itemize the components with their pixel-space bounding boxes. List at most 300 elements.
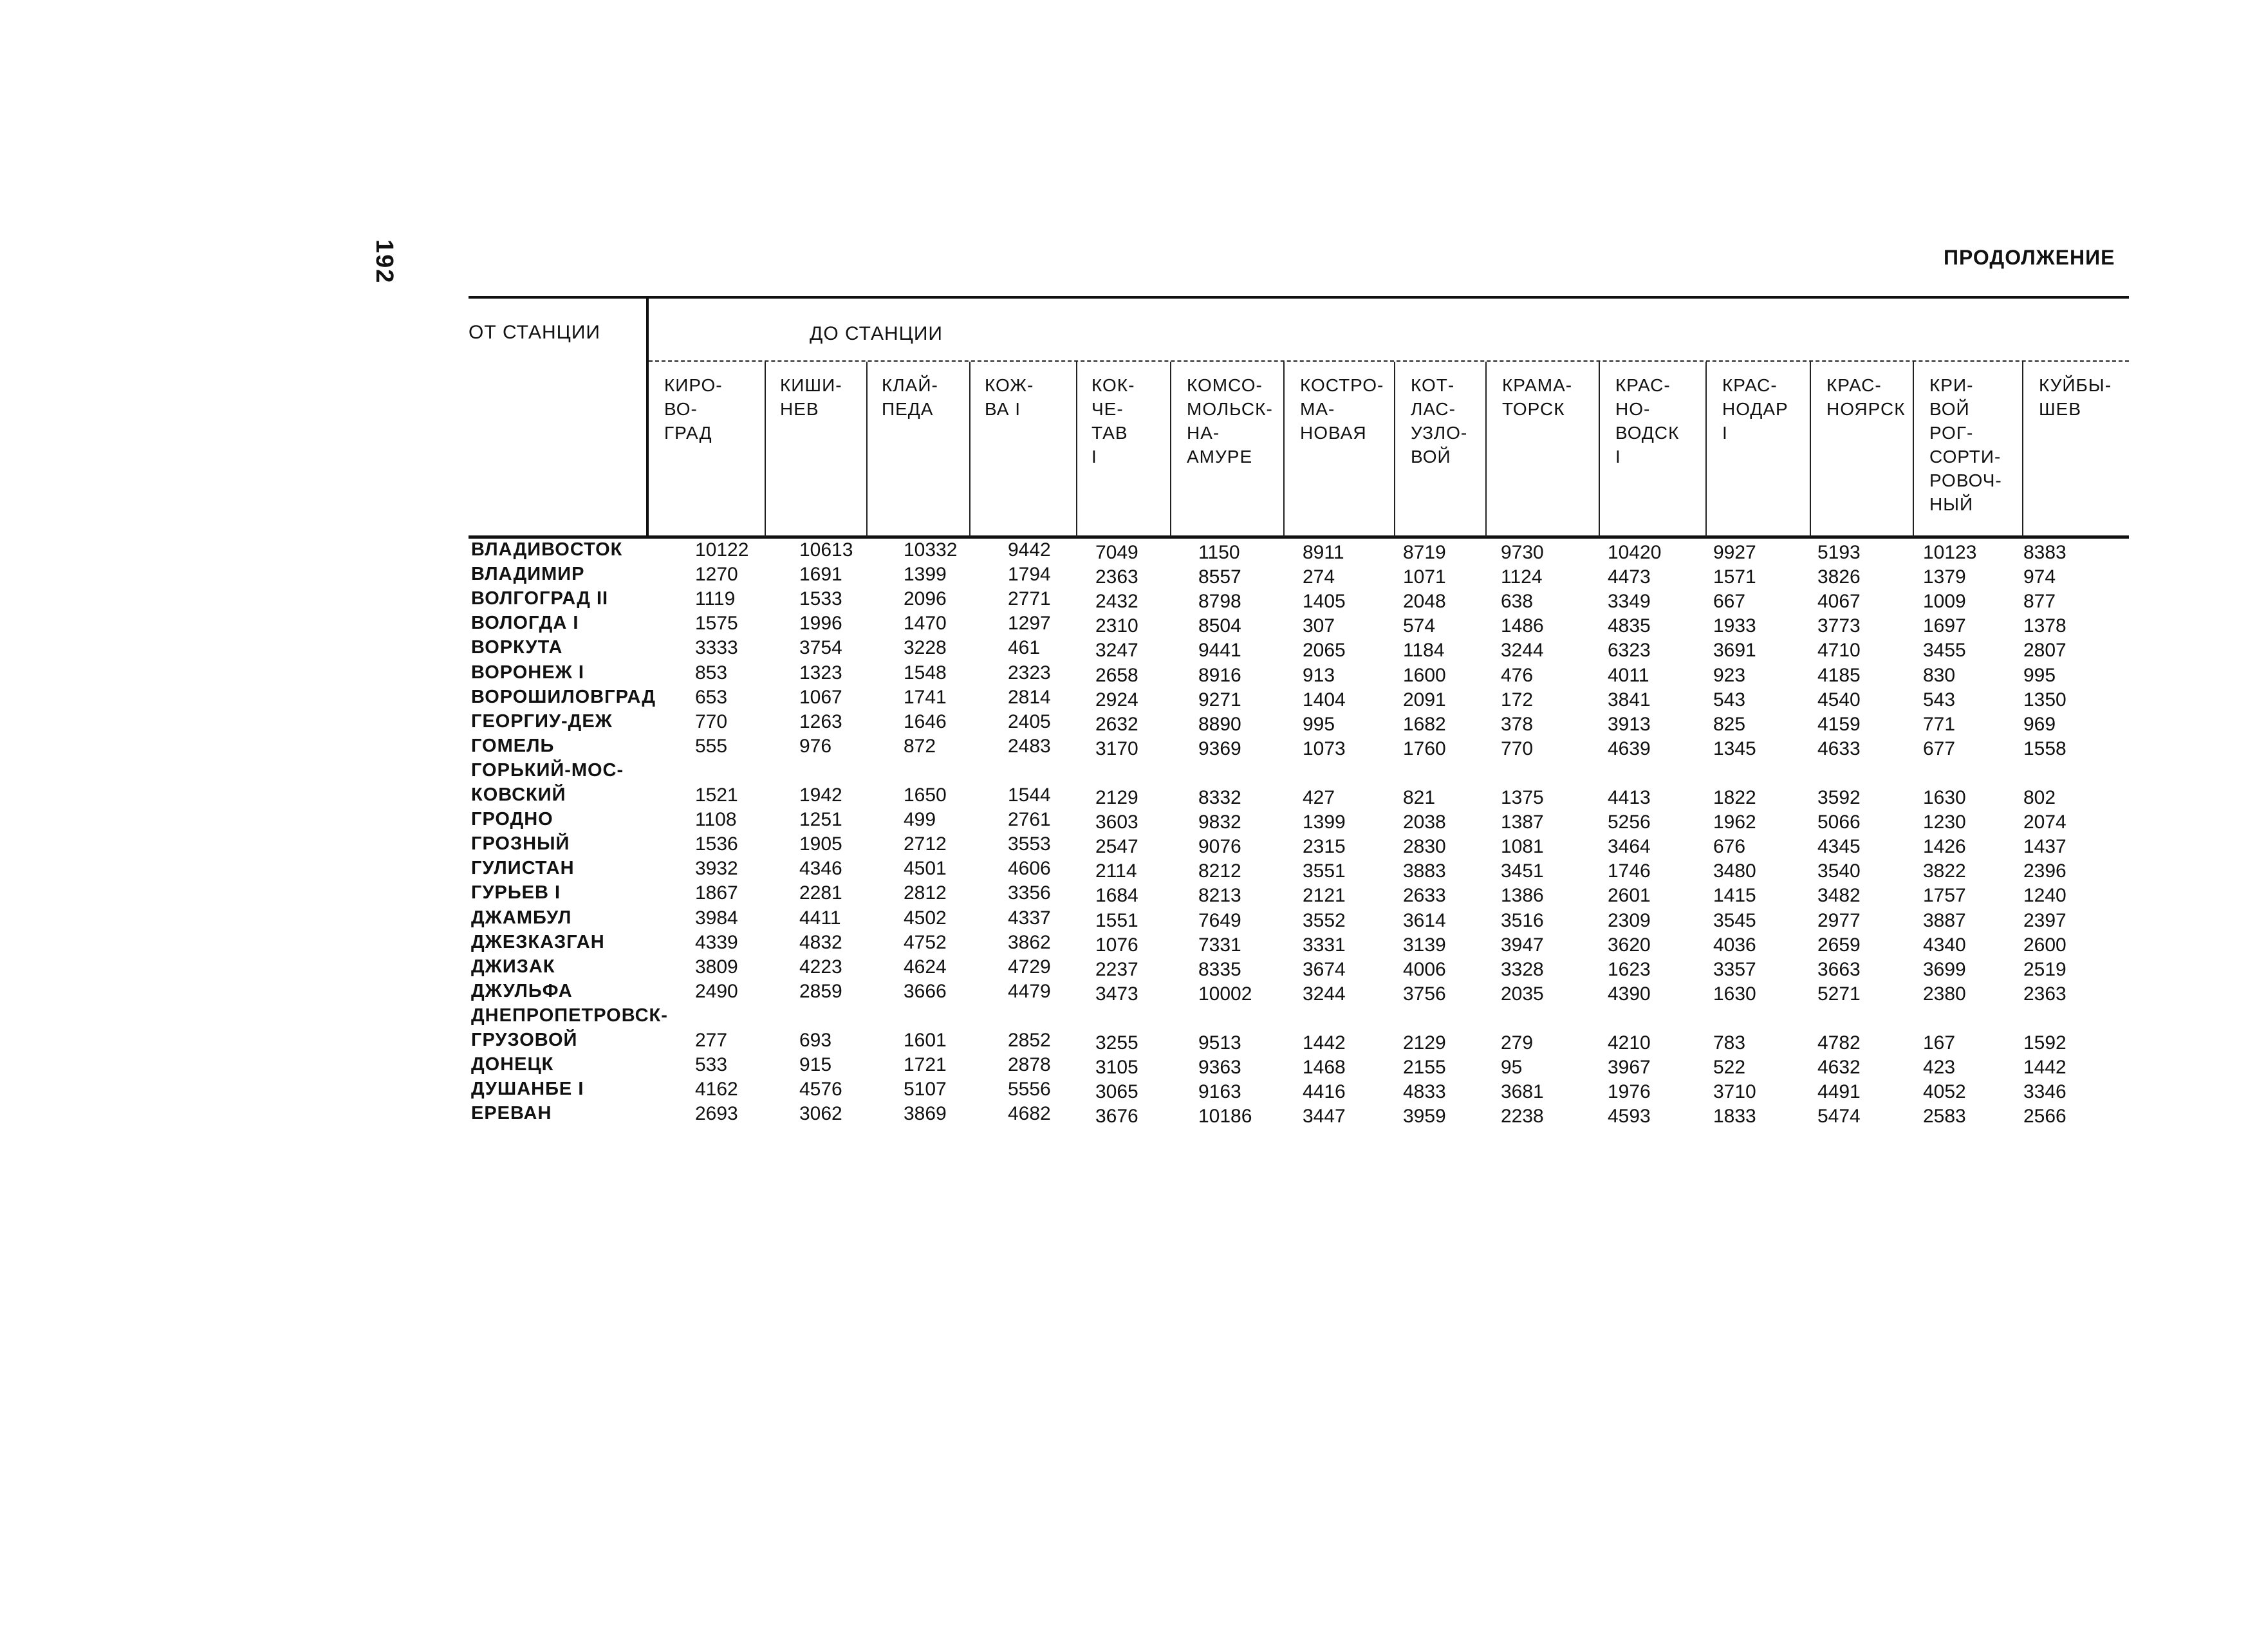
distance-cell: 1415 bbox=[1713, 885, 1756, 907]
column-header: КОТ- ЛАС- УЗЛО- ВОЙ bbox=[1411, 375, 1468, 467]
distance-cell: 2380 bbox=[1923, 983, 1966, 1005]
distance-cell: 2924 bbox=[1095, 689, 1138, 710]
distance-cell: 3869 bbox=[904, 1103, 947, 1125]
distance-cell: 9441 bbox=[1198, 640, 1241, 662]
distance-cell: 307 bbox=[1303, 615, 1335, 637]
distance-cell: 995 bbox=[2023, 664, 2056, 686]
distance-cell: 1684 bbox=[1095, 885, 1138, 907]
distance-cell: 4593 bbox=[1608, 1106, 1651, 1128]
distance-cell: 4006 bbox=[1403, 958, 1446, 980]
distance-cell: 3464 bbox=[1608, 836, 1651, 858]
distance-cell: 3967 bbox=[1608, 1057, 1651, 1079]
distance-cell: 1691 bbox=[799, 564, 842, 586]
distance-cell: 10122 bbox=[695, 539, 749, 561]
distance-cell: 4411 bbox=[799, 907, 841, 929]
distance-cell: 3984 bbox=[695, 907, 738, 929]
distance-cell: 10002 bbox=[1198, 983, 1252, 1005]
row-station-name: ДЖУЛЬФА bbox=[471, 980, 573, 1001]
row-station-name: ГРОЗНЫЙ bbox=[471, 833, 570, 855]
distance-cell: 9271 bbox=[1198, 689, 1241, 710]
row-station-name: ДЖЕЗКАЗГАН bbox=[471, 931, 605, 952]
distance-cell: 1533 bbox=[799, 588, 842, 610]
distance-cell: 3841 bbox=[1608, 689, 1651, 710]
distance-cell: 1270 bbox=[695, 564, 738, 586]
distance-cell: 1741 bbox=[904, 686, 947, 708]
distance-cell: 923 bbox=[1713, 664, 1746, 686]
distance-cell: 1544 bbox=[1008, 784, 1051, 806]
distance-cell: 533 bbox=[695, 1054, 728, 1076]
row-station-name: ВЛАДИВОСТОК bbox=[471, 539, 623, 560]
distance-cell: 2238 bbox=[1501, 1106, 1544, 1128]
distance-cell: 1345 bbox=[1713, 738, 1756, 759]
distance-cell: 3328 bbox=[1501, 958, 1544, 980]
distance-cell: 2878 bbox=[1008, 1054, 1051, 1076]
distance-cell: 1905 bbox=[799, 833, 842, 855]
distance-cell: 2363 bbox=[2023, 983, 2066, 1005]
distance-cell: 3065 bbox=[1095, 1081, 1138, 1103]
distance-cell: 2129 bbox=[1403, 1032, 1446, 1053]
distance-cell: 1942 bbox=[799, 784, 842, 806]
distance-cell: 3592 bbox=[1817, 787, 1861, 808]
distance-cell: 1375 bbox=[1501, 787, 1544, 808]
distance-cell: 3455 bbox=[1923, 640, 1966, 662]
distance-cell: 2323 bbox=[1008, 662, 1051, 683]
distance-cell: 10332 bbox=[904, 539, 958, 561]
distance-cell: 770 bbox=[1501, 738, 1534, 759]
distance-cell: 1081 bbox=[1501, 836, 1544, 858]
distance-cell: 4185 bbox=[1817, 664, 1861, 686]
column-separator bbox=[2022, 362, 2023, 537]
row-station-name: ЕРЕВАН bbox=[471, 1103, 552, 1124]
distance-cell: 2405 bbox=[1008, 710, 1051, 732]
distance-cell: 4339 bbox=[695, 931, 738, 953]
distance-cell: 1558 bbox=[2023, 738, 2066, 759]
distance-cell: 2852 bbox=[1008, 1030, 1051, 1051]
distance-cell: 2155 bbox=[1403, 1057, 1446, 1079]
distance-cell: 1933 bbox=[1713, 615, 1756, 637]
header-divider bbox=[646, 296, 649, 538]
row-station-name: ВОЛГОГРАД II bbox=[471, 588, 609, 609]
distance-cell: 543 bbox=[1713, 689, 1746, 710]
row-station-name: ГОРЬКИЙ-МОС- bbox=[471, 759, 624, 781]
distance-cell: 3447 bbox=[1303, 1106, 1346, 1128]
distance-cell: 8332 bbox=[1198, 787, 1241, 808]
distance-cell: 3710 bbox=[1713, 1081, 1756, 1103]
row-station-name: ДЖИЗАК bbox=[471, 956, 555, 977]
distance-cell: 4491 bbox=[1817, 1081, 1861, 1103]
distance-cell: 2601 bbox=[1608, 885, 1651, 907]
distance-cell: 3255 bbox=[1095, 1032, 1138, 1053]
distance-cell: 4682 bbox=[1008, 1103, 1051, 1125]
distance-cell: 2074 bbox=[2023, 812, 2066, 833]
column-separator bbox=[1076, 362, 1077, 537]
row-station-name: ВОЛОГДА I bbox=[471, 613, 579, 634]
column-header: КРАМА- ТОРСК bbox=[1502, 375, 1573, 419]
column-header: КРИ- ВОЙ РОГ- СОРТИ- РОВОЧ- НЫЙ bbox=[1929, 375, 2002, 514]
distance-cell: 1071 bbox=[1403, 566, 1446, 588]
distance-cell: 1009 bbox=[1923, 591, 1966, 613]
distance-cell: 3603 bbox=[1095, 812, 1138, 833]
distance-cell: 4390 bbox=[1608, 983, 1651, 1005]
distance-cell: 3773 bbox=[1817, 615, 1861, 637]
distance-cell: 2129 bbox=[1095, 787, 1138, 808]
distance-cell: 2633 bbox=[1403, 885, 1446, 907]
distance-cell: 2583 bbox=[1923, 1106, 1966, 1128]
distance-cell: 770 bbox=[695, 710, 728, 732]
distance-cell: 4036 bbox=[1713, 934, 1756, 956]
distance-cell: 677 bbox=[1923, 738, 1956, 759]
distance-cell: 3932 bbox=[695, 858, 738, 880]
distance-cell: 638 bbox=[1501, 591, 1534, 613]
distance-cell: 4633 bbox=[1817, 738, 1861, 759]
column-separator bbox=[1283, 362, 1285, 537]
distance-cell: 4223 bbox=[799, 956, 842, 978]
distance-cell: 7331 bbox=[1198, 934, 1241, 956]
row-station-name: ВОРКУТА bbox=[471, 637, 563, 658]
distance-cell: 4624 bbox=[904, 956, 947, 978]
distance-cell: 5474 bbox=[1817, 1106, 1861, 1128]
distance-cell: 8504 bbox=[1198, 615, 1241, 637]
distance-cell: 3620 bbox=[1608, 934, 1651, 956]
distance-cell: 2519 bbox=[2023, 958, 2066, 980]
distance-cell: 5107 bbox=[904, 1079, 947, 1100]
column-header: КРАС- НОДАР I bbox=[1722, 375, 1788, 443]
distance-cell: 2397 bbox=[2023, 909, 2066, 931]
distance-cell: 1757 bbox=[1923, 885, 1966, 907]
distance-cell: 3676 bbox=[1095, 1106, 1138, 1128]
distance-cell: 9369 bbox=[1198, 738, 1241, 759]
distance-cell: 653 bbox=[695, 686, 728, 708]
distance-cell: 693 bbox=[799, 1030, 832, 1051]
distance-cell: 1571 bbox=[1713, 566, 1756, 588]
distance-cell: 9363 bbox=[1198, 1057, 1241, 1079]
distance-cell: 5256 bbox=[1608, 812, 1651, 833]
distance-cell: 1996 bbox=[799, 613, 842, 635]
distance-cell: 913 bbox=[1303, 664, 1335, 686]
distance-cell: 3228 bbox=[904, 637, 947, 659]
page-number: 192 bbox=[371, 239, 398, 284]
distance-cell: 3756 bbox=[1403, 983, 1446, 1005]
row-station-name: ДНЕПРОПЕТРОВСК- bbox=[471, 1005, 668, 1026]
row-station-name: ГУРЬЕВ I bbox=[471, 882, 561, 904]
distance-cell: 3482 bbox=[1817, 885, 1861, 907]
distance-cell: 1746 bbox=[1608, 860, 1651, 882]
distance-cell: 4159 bbox=[1817, 713, 1861, 735]
distance-cell: 3247 bbox=[1095, 640, 1138, 662]
distance-cell: 4833 bbox=[1403, 1081, 1446, 1103]
distance-cell: 1623 bbox=[1608, 958, 1651, 980]
distance-cell: 1399 bbox=[904, 564, 947, 586]
distance-cell: 1323 bbox=[799, 662, 842, 683]
distance-cell: 1601 bbox=[904, 1030, 947, 1051]
distance-cell: 4632 bbox=[1817, 1057, 1861, 1079]
distance-cell: 2977 bbox=[1817, 909, 1861, 931]
distance-cell: 802 bbox=[2023, 787, 2056, 808]
distance-cell: 4052 bbox=[1923, 1081, 1966, 1103]
distance-cell: 4540 bbox=[1817, 689, 1861, 710]
column-header: КОК- ЧЕ- ТАВ I bbox=[1091, 375, 1135, 467]
column-separator bbox=[866, 362, 868, 537]
distance-cell: 9513 bbox=[1198, 1032, 1241, 1053]
distance-cell: 2048 bbox=[1403, 591, 1446, 613]
distance-cell: 3451 bbox=[1501, 860, 1544, 882]
distance-cell: 3346 bbox=[2023, 1081, 2066, 1103]
distance-cell: 783 bbox=[1713, 1032, 1746, 1053]
distance-cell: 423 bbox=[1923, 1057, 1956, 1079]
distance-cell: 3699 bbox=[1923, 958, 1966, 980]
distance-cell: 877 bbox=[2023, 591, 2056, 613]
distance-cell: 2830 bbox=[1403, 836, 1446, 858]
column-separator bbox=[969, 362, 970, 537]
distance-cell: 915 bbox=[799, 1054, 832, 1076]
distance-cell: 279 bbox=[1501, 1032, 1534, 1053]
distance-cell: 2658 bbox=[1095, 664, 1138, 686]
distance-cell: 1119 bbox=[695, 588, 736, 610]
distance-cell: 1150 bbox=[1198, 542, 1240, 563]
row-station-name: ГРОДНО bbox=[471, 809, 553, 830]
distance-cell: 2659 bbox=[1817, 934, 1861, 956]
distance-cell: 3681 bbox=[1501, 1081, 1544, 1103]
distance-cell: 3244 bbox=[1303, 983, 1346, 1005]
distance-cell: 2761 bbox=[1008, 809, 1051, 831]
distance-cell: 9442 bbox=[1008, 539, 1051, 561]
distance-cell: 3516 bbox=[1501, 909, 1544, 931]
to-station-label: ДО СТАНЦИИ bbox=[810, 323, 943, 344]
distance-cell: 821 bbox=[1403, 787, 1436, 808]
distance-cell: 8798 bbox=[1198, 591, 1241, 613]
distance-cell: 1536 bbox=[695, 833, 738, 855]
distance-cell: 2309 bbox=[1608, 909, 1651, 931]
distance-cell: 3349 bbox=[1608, 591, 1651, 613]
distance-cell: 1404 bbox=[1303, 689, 1346, 710]
distance-cell: 3674 bbox=[1303, 958, 1346, 980]
distance-cell: 4413 bbox=[1608, 787, 1651, 808]
distance-cell: 1426 bbox=[1923, 836, 1966, 858]
distance-cell: 1124 bbox=[1501, 566, 1543, 588]
distance-cell: 1682 bbox=[1403, 713, 1446, 735]
distance-cell: 4639 bbox=[1608, 738, 1651, 759]
distance-cell: 8335 bbox=[1198, 958, 1241, 980]
distance-cell: 976 bbox=[799, 735, 832, 757]
distance-cell: 461 bbox=[1008, 637, 1041, 659]
distance-cell: 1646 bbox=[904, 710, 947, 732]
distance-cell: 2038 bbox=[1403, 812, 1446, 833]
distance-cell: 3809 bbox=[695, 956, 738, 978]
distance-cell: 4011 bbox=[1608, 664, 1649, 686]
distance-cell: 995 bbox=[1303, 713, 1335, 735]
column-header: КОМСО- МОЛЬСК- НА- АМУРЕ bbox=[1187, 375, 1273, 467]
distance-cell: 1297 bbox=[1008, 613, 1051, 635]
distance-cell: 1263 bbox=[799, 710, 842, 732]
distance-cell: 3331 bbox=[1303, 934, 1346, 956]
distance-cell: 2121 bbox=[1303, 885, 1346, 907]
distance-cell: 1073 bbox=[1303, 738, 1346, 759]
distance-cell: 2600 bbox=[2023, 934, 2066, 956]
distance-cell: 4729 bbox=[1008, 956, 1051, 978]
table-top-rule bbox=[469, 296, 2129, 299]
header-bottom-rule bbox=[469, 535, 2129, 539]
distance-cell: 378 bbox=[1501, 713, 1534, 735]
distance-cell: 830 bbox=[1923, 664, 1956, 686]
distance-cell: 7649 bbox=[1198, 909, 1241, 931]
column-separator bbox=[765, 362, 766, 537]
distance-cell: 8383 bbox=[2023, 542, 2066, 563]
distance-cell: 4502 bbox=[904, 907, 947, 929]
distance-cell: 3552 bbox=[1303, 909, 1346, 931]
distance-cell: 1386 bbox=[1501, 885, 1544, 907]
distance-cell: 2310 bbox=[1095, 615, 1138, 637]
distance-cell: 1468 bbox=[1303, 1057, 1346, 1079]
distance-cell: 4782 bbox=[1817, 1032, 1861, 1053]
row-station-name: ВЛАДИМИР bbox=[471, 564, 585, 585]
header-dashed-rule bbox=[649, 360, 2129, 362]
distance-cell: 1350 bbox=[2023, 689, 2066, 710]
distance-cell: 3862 bbox=[1008, 931, 1051, 953]
distance-cell: 1442 bbox=[2023, 1057, 2066, 1079]
distance-cell: 543 bbox=[1923, 689, 1956, 710]
distance-cell: 9730 bbox=[1501, 542, 1544, 563]
distance-cell: 3551 bbox=[1303, 860, 1346, 882]
distance-cell: 4752 bbox=[904, 931, 947, 953]
distance-cell: 974 bbox=[2023, 566, 2056, 588]
distance-cell: 274 bbox=[1303, 566, 1335, 588]
distance-cell: 2693 bbox=[695, 1103, 738, 1125]
column-header: КРАС- НОЯРСК bbox=[1826, 375, 1906, 419]
distance-cell: 2065 bbox=[1303, 640, 1346, 662]
distance-cell: 1437 bbox=[2023, 836, 2066, 858]
distance-cell: 3473 bbox=[1095, 983, 1138, 1005]
distance-cell: 9832 bbox=[1198, 812, 1241, 833]
distance-cell: 2096 bbox=[904, 588, 947, 610]
distance-cell: 167 bbox=[1923, 1032, 1956, 1053]
distance-cell: 2771 bbox=[1008, 588, 1051, 610]
column-separator bbox=[1599, 362, 1600, 537]
distance-cell: 7049 bbox=[1095, 542, 1138, 563]
distance-cell: 5556 bbox=[1008, 1079, 1051, 1100]
column-separator bbox=[1485, 362, 1487, 537]
distance-cell: 4473 bbox=[1608, 566, 1651, 588]
distance-cell: 476 bbox=[1501, 664, 1534, 686]
distance-cell: 3666 bbox=[904, 980, 947, 1002]
row-station-name: ДЖАМБУЛ bbox=[471, 907, 572, 928]
distance-cell: 3553 bbox=[1008, 833, 1051, 855]
distance-cell: 1230 bbox=[1923, 812, 1966, 833]
distance-cell: 771 bbox=[1923, 713, 1956, 735]
distance-cell: 4340 bbox=[1923, 934, 1966, 956]
distance-cell: 2547 bbox=[1095, 836, 1138, 858]
distance-cell: 969 bbox=[2023, 713, 2056, 735]
distance-cell: 4346 bbox=[799, 858, 842, 880]
distance-cell: 8916 bbox=[1198, 664, 1241, 686]
distance-cell: 1833 bbox=[1713, 1106, 1756, 1128]
distance-cell: 2712 bbox=[904, 833, 947, 855]
distance-cell: 10186 bbox=[1198, 1106, 1252, 1128]
distance-cell: 3545 bbox=[1713, 909, 1756, 931]
distance-cell: 2566 bbox=[2023, 1106, 2066, 1128]
distance-cell: 8212 bbox=[1198, 860, 1241, 882]
distance-cell: 10420 bbox=[1608, 542, 1662, 563]
distance-cell: 3754 bbox=[799, 637, 842, 659]
distance-cell: 2483 bbox=[1008, 735, 1051, 757]
distance-cell: 1592 bbox=[2023, 1032, 2066, 1053]
distance-cell: 427 bbox=[1303, 787, 1335, 808]
distance-cell: 1405 bbox=[1303, 591, 1346, 613]
distance-cell: 853 bbox=[695, 662, 728, 683]
distance-cell: 10613 bbox=[799, 539, 853, 561]
distance-cell: 3170 bbox=[1095, 738, 1138, 759]
distance-cell: 1867 bbox=[695, 882, 738, 904]
distance-cell: 1442 bbox=[1303, 1032, 1346, 1053]
row-station-name: ГРУЗОВОЙ bbox=[471, 1030, 578, 1050]
column-separator bbox=[1170, 362, 1171, 537]
distance-cell: 4416 bbox=[1303, 1081, 1346, 1103]
distance-cell: 2807 bbox=[2023, 640, 2066, 662]
distance-cell: 1378 bbox=[2023, 615, 2066, 637]
distance-cell: 4337 bbox=[1008, 907, 1051, 929]
distance-cell: 1521 bbox=[695, 784, 738, 806]
distance-cell: 1650 bbox=[904, 784, 947, 806]
row-station-name: КОВСКИЙ bbox=[471, 784, 566, 805]
column-separator bbox=[1394, 362, 1395, 537]
distance-cell: 172 bbox=[1501, 689, 1534, 710]
distance-cell: 1067 bbox=[799, 686, 842, 708]
column-separator bbox=[1810, 362, 1811, 537]
distance-cell: 1184 bbox=[1403, 640, 1445, 662]
distance-cell: 1240 bbox=[2023, 885, 2066, 907]
distance-cell: 8890 bbox=[1198, 713, 1241, 735]
distance-cell: 1697 bbox=[1923, 615, 1966, 637]
distance-cell: 1976 bbox=[1608, 1081, 1651, 1103]
distance-cell: 522 bbox=[1713, 1057, 1746, 1079]
distance-cell: 4345 bbox=[1817, 836, 1861, 858]
distance-cell: 3887 bbox=[1923, 909, 1966, 931]
distance-cell: 1387 bbox=[1501, 812, 1544, 833]
distance-cell: 10123 bbox=[1923, 542, 1977, 563]
column-header: КРАС- НО- ВОДСК I bbox=[1615, 375, 1680, 467]
distance-cell: 3062 bbox=[799, 1103, 842, 1125]
distance-cell: 2281 bbox=[799, 882, 842, 904]
distance-cell: 3244 bbox=[1501, 640, 1544, 662]
distance-cell: 2396 bbox=[2023, 860, 2066, 882]
distance-cell: 4501 bbox=[904, 858, 947, 880]
distance-cell: 6323 bbox=[1608, 640, 1651, 662]
distance-cell: 1548 bbox=[904, 662, 947, 683]
distance-cell: 4210 bbox=[1608, 1032, 1651, 1053]
distance-cell: 3105 bbox=[1095, 1057, 1138, 1079]
distance-cell: 1470 bbox=[904, 613, 947, 635]
column-header: КОЖ- ВА I bbox=[985, 375, 1034, 419]
column-separator bbox=[1705, 362, 1707, 537]
distance-cell: 3540 bbox=[1817, 860, 1861, 882]
distance-cell: 95 bbox=[1501, 1057, 1523, 1079]
distance-cell: 1721 bbox=[904, 1054, 947, 1076]
distance-cell: 4576 bbox=[799, 1079, 842, 1100]
distance-cell: 3822 bbox=[1923, 860, 1966, 882]
distance-cell: 277 bbox=[695, 1030, 728, 1051]
distance-cell: 2812 bbox=[904, 882, 947, 904]
distance-cell: 4162 bbox=[695, 1079, 738, 1100]
distance-cell: 2814 bbox=[1008, 686, 1051, 708]
distance-cell: 2091 bbox=[1403, 689, 1446, 710]
distance-cell: 1630 bbox=[1713, 983, 1756, 1005]
distance-cell: 2490 bbox=[695, 980, 738, 1002]
distance-cell: 2114 bbox=[1095, 860, 1137, 882]
distance-cell: 4835 bbox=[1608, 615, 1651, 637]
distance-cell: 8213 bbox=[1198, 885, 1241, 907]
distance-cell: 8557 bbox=[1198, 566, 1241, 588]
distance-cell: 2315 bbox=[1303, 836, 1346, 858]
continuation-label: ПРОДОЛЖЕНИЕ bbox=[1944, 246, 2115, 269]
